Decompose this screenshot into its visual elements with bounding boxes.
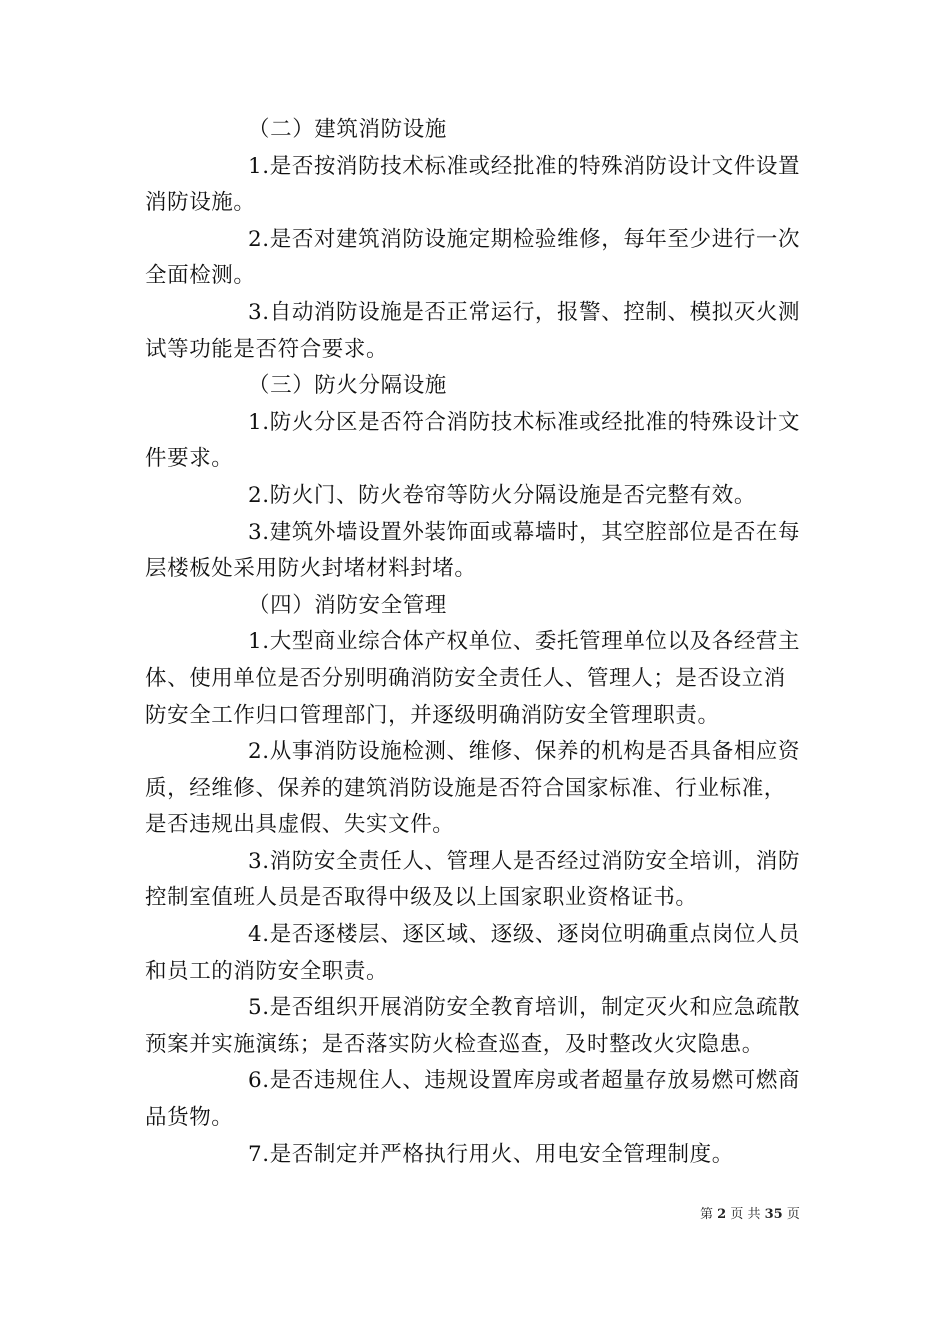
footer-prefix: 第 xyxy=(700,1207,714,1222)
paragraph-line: 质，经维修、保养的建筑消防设施是否符合国家标准、行业标准， xyxy=(145,775,786,801)
paragraph-line: 消防设施。 xyxy=(145,190,256,216)
paragraph-line: 3.建筑外墙设置外装饰面或幕墙时，其空腔部位是否在每 xyxy=(248,519,801,545)
footer-total-pages: 35 xyxy=(764,1207,783,1222)
footer-page-number: 2 xyxy=(717,1207,727,1222)
paragraph-line: 件要求。 xyxy=(145,446,234,472)
document-body xyxy=(145,112,815,1173)
footer-middle: 页 共 xyxy=(730,1207,761,1222)
paragraph-line: 防安全工作归口管理部门，并逐级明确消防安全管理职责。 xyxy=(145,702,720,728)
paragraph-line: 7.是否制定并严格执行用火、用电安全管理制度。 xyxy=(248,1141,734,1167)
section-heading-4: （四）消防安全管理 xyxy=(248,592,447,618)
paragraph-line: 1.防火分区是否符合消防技术标准或经批准的特殊设计文 xyxy=(248,409,801,435)
footer-suffix: 页 xyxy=(786,1207,800,1222)
paragraph-line: 1.是否按消防技术标准或经批准的特殊消防设计文件设置 xyxy=(248,153,801,179)
paragraph-line: 和员工的消防安全职责。 xyxy=(145,958,389,984)
paragraph-line: 6.是否违规住人、违规设置库房或者超量存放易燃可燃商 xyxy=(248,1068,801,1094)
page-footer xyxy=(700,1203,800,1222)
paragraph-line: 2.防火门、防火卷帘等防火分隔设施是否完整有效。 xyxy=(248,482,756,508)
paragraph-line: 全面检测。 xyxy=(145,263,256,289)
paragraph-line: 5.是否组织开展消防安全教育培训，制定灭火和应急疏散 xyxy=(248,995,801,1021)
paragraph-line: 2.从事消防设施检测、维修、保养的机构是否具备相应资 xyxy=(248,739,801,765)
paragraph-line: 1.大型商业综合体产权单位、委托管理单位以及各经营主 xyxy=(248,629,801,655)
paragraph-line: 预案并实施演练；是否落实防火检查巡查，及时整改火灾隐患。 xyxy=(145,1031,764,1057)
paragraph-line: 层楼板处采用防火封堵材料封堵。 xyxy=(145,556,477,582)
paragraph-line: 4.是否逐楼层、逐区域、逐级、逐岗位明确重点岗位人员 xyxy=(248,922,801,948)
section-heading-3: （三）防火分隔设施 xyxy=(248,373,447,399)
paragraph-line: 3.消防安全责任人、管理人是否经过消防安全培训，消防 xyxy=(248,848,801,874)
section-heading-2: （二）建筑消防设施 xyxy=(248,117,447,142)
paragraph-line: 3.自动消防设施是否正常运行，报警、控制、模拟灭火测 xyxy=(248,299,801,325)
paragraph-line: 2.是否对建筑消防设施定期检验维修，每年至少进行一次 xyxy=(248,226,801,252)
paragraph-line: 品货物。 xyxy=(145,1105,234,1131)
paragraph-line: 是否违规出具虚假、失实文件。 xyxy=(145,812,455,838)
paragraph-line: 试等功能是否符合要求。 xyxy=(145,336,389,362)
paragraph-line: 控制室值班人员是否取得中级及以上国家职业资格证书。 xyxy=(145,885,698,911)
paragraph-line: 体、使用单位是否分别明确消防安全责任人、管理人；是否设立消 xyxy=(145,665,786,691)
